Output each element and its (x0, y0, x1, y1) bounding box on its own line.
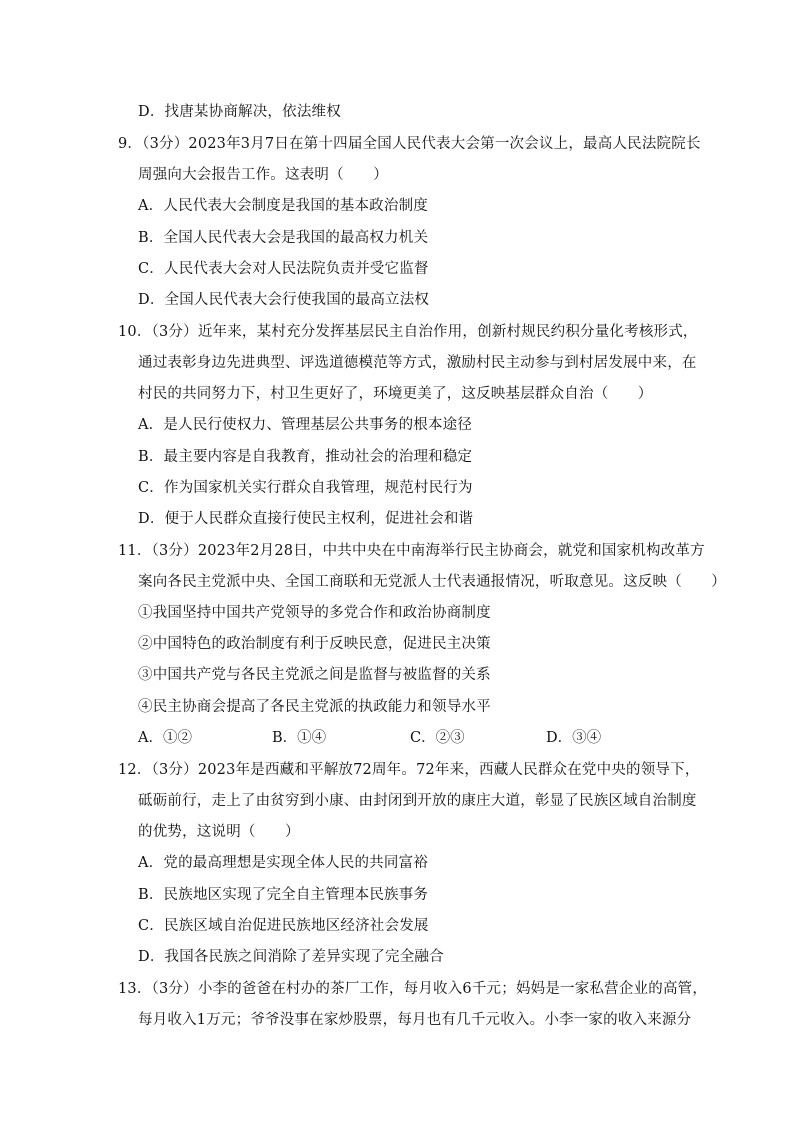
q9-option-a[interactable]: A．人民代表大会制度是我国的基本政治制度 (138, 198, 428, 214)
q9-option-d[interactable]: D．全国人民代表大会行使我国的最高立法权 (138, 292, 430, 308)
q12-option-b[interactable]: B．民族地区实现了完全自主管理本民族事务 (138, 887, 429, 903)
q9-stem-line-1: 9．（3分）2023年3月7日在第十四届全国人民代表大会第一次会议上，最高人民法院院长 (118, 136, 701, 152)
q8-option-d[interactable]: D．找唐某协商解决，依法维权 (138, 104, 341, 120)
q11-statement-3: ③中国共产党与各民主党派之间是监督与被监督的关系 (138, 667, 491, 683)
q11-stem-line-1: 11．（3分）2023年2月28日，中共中央在中南海举行民主协商会，就党和国家机构改革方 (118, 543, 705, 559)
q9-option-b[interactable]: B．全国人民代表大会是我国的最高权力机关 (138, 230, 429, 246)
q11-choice-b[interactable]: B．①④ (272, 730, 327, 746)
q12-stem-line-3: 的优势，这说明（ ） (138, 824, 300, 840)
q9-option-c[interactable]: C．人民代表大会对人民法院负责并受它监督 (138, 261, 429, 277)
q13-stem-line-1: 13．（3分）小李的爸爸在村办的茶厂工作，每月收入6千元；妈妈是一家私营企业的高管， (118, 981, 708, 997)
q9-stem-line-2: 周强向大会报告工作。这表明（ ） (138, 167, 388, 183)
q11-choice-a[interactable]: A．①② (138, 730, 192, 746)
q11-choice-c[interactable]: C．②③ (410, 730, 465, 746)
q11-choice-d[interactable]: D．③④ (546, 730, 602, 746)
q11-statement-2: ②中国特色的政治制度有利于反映民意，促进民主决策 (138, 636, 491, 652)
q12-stem-line-1: 12．（3分）2023年是西藏和平解放72周年。72年来，西藏人民群众在党中央的领导下， (118, 762, 700, 778)
q10-stem-line-3: 村民的共同努力下，村卫生更好了，环境更美了，这反映基层群众自治（ ） (138, 386, 653, 402)
q13-stem-line-2: 每月收入1万元；爷爷没事在家炒股票，每月也有几千元收入。小李一家的收入来源分 (138, 1012, 692, 1028)
q11-statement-1: ①我国坚持中国共产党领导的多党合作和政治协商制度 (138, 605, 491, 621)
q11-choices (138, 728, 698, 748)
q12-option-c[interactable]: C．民族区域自治促进民族地区经济社会发展 (138, 918, 429, 934)
q11-stem-line-2: 案向各民主党派中央、全国工商联和无党派人士代表通报情况，听取意见。这反映（ ） (138, 574, 726, 590)
q10-option-a[interactable]: A．是人民行使权力、管理基层公共事务的根本途径 (138, 417, 473, 433)
q11-statement-4: ④民主协商会提高了各民主党派的执政能力和领导水平 (138, 699, 491, 715)
q10-option-d[interactable]: D．便于人民群众直接行使民主权利，促进社会和谐 (138, 511, 474, 527)
q12-option-d[interactable]: D．我国各民族之间消除了差异实现了完全融合 (138, 949, 444, 965)
q10-option-b[interactable]: B．最主要内容是自我教育，推动社会的治理和稳定 (138, 449, 473, 465)
q12-stem-line-2: 砥砺前行，走上了由贫穷到小康、由封闭到开放的康庄大道，彰显了民族区域自治制度 (138, 793, 697, 809)
q10-stem-line-2: 通过表彰身边先进典型、评选道德模范等方式，激励村民主动参与到村居发展中来，在 (138, 355, 697, 371)
q10-stem-line-1: 10．（3分）近年来，某村充分发挥基层民主自治作用，创新村规民约积分量化考核形式， (118, 324, 698, 340)
q12-option-a[interactable]: A．党的最高理想是实现全体人民的共同富裕 (138, 855, 428, 871)
q10-option-c[interactable]: C．作为国家机关实行群众自我管理，规范村民行为 (138, 480, 473, 496)
